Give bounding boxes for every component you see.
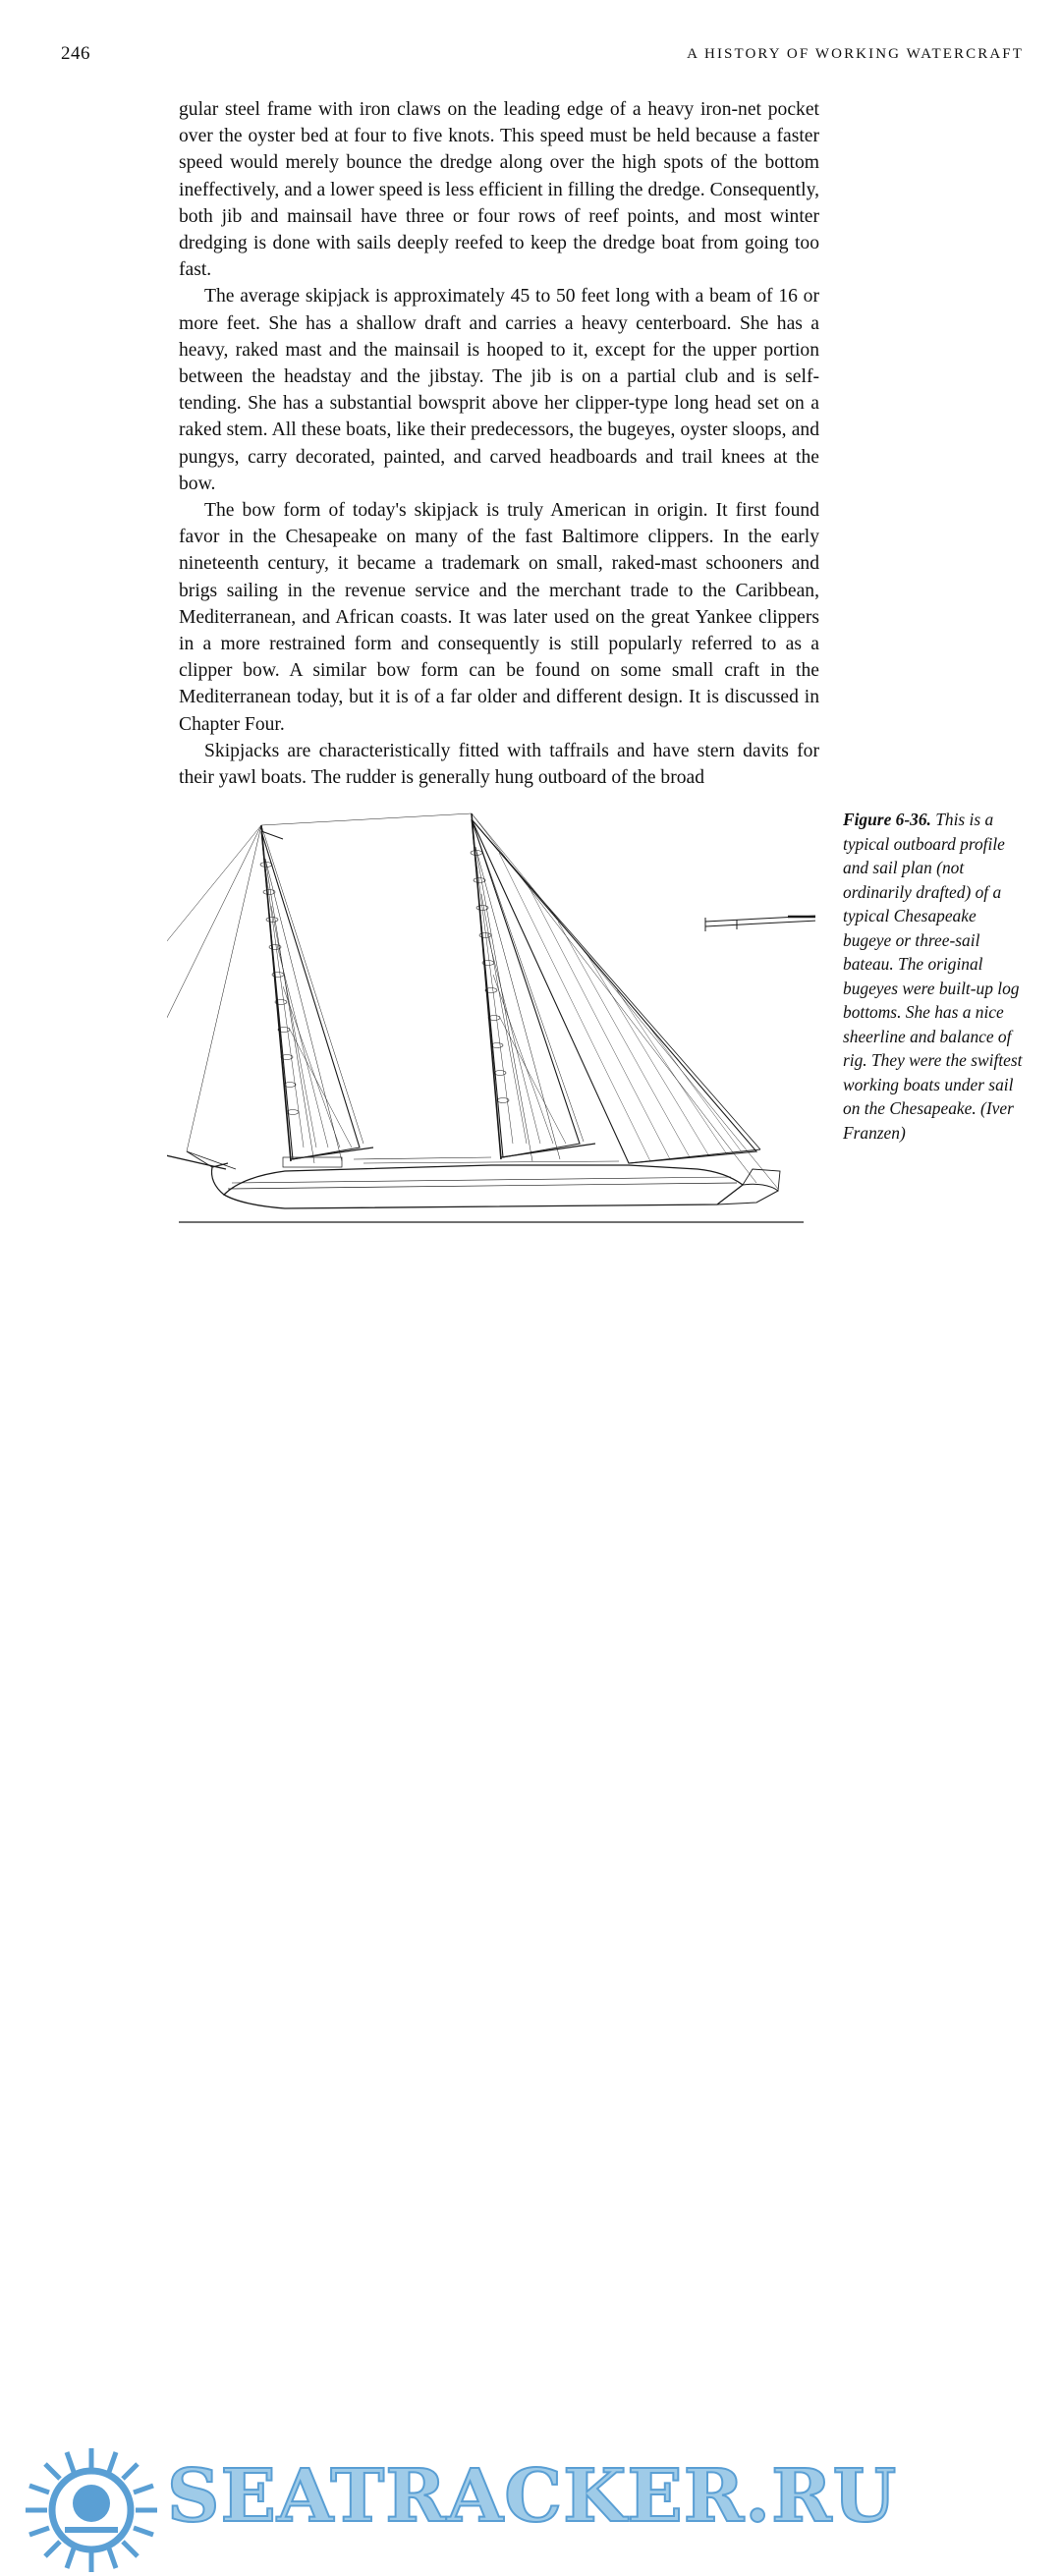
watermark-text: SEATRACKER.RU — [167, 2454, 898, 2539]
body-text-column — [179, 96, 819, 791]
bugeye-sail-plan-drawing — [167, 798, 815, 1240]
watermark — [0, 1218, 1061, 2539]
paragraph-4: Skipjacks are characteristically fitted with taffrails and have stern davits for their yawl boats. The rudder is generally hung outboard of the broad — [179, 740, 819, 789]
figure-caption-text: This is a typical outboard profile and sail plan (not ordinarily drafted) of a typical Chesapeake bugeye or three-sail bateau. The original bugeyes were built-up log bottoms. She has a nice sheerline and balance of rig. They were the swiftest working boats under sail on the Chesapeake. (Iver Franzen) — [843, 810, 1023, 1143]
page-number: 246 — [61, 43, 90, 64]
sun-logo-icon — [18, 2444, 165, 2576]
figure-illustration — [167, 798, 815, 1240]
figure-label: Figure 6-36. — [843, 810, 931, 829]
running-head: A HISTORY OF WORKING WATERCRAFT — [687, 46, 1024, 62]
paragraph-2: The average skipjack is approximately 45 to 50 feet long with a beam of 16 or more feet. She has a shallow draft and carries a heavy centerboard. She has a heavy, raked mast and the mainsail is hooped to it, except for the upper portion between the headstay and the jibstay. The jib is on a partial club and is self-tending. She has a substantial bowsprit above her clipper-type long head set on a raked stem. All these boats, like their predecessors, the bugeyes, oyster sloops, and pungys, carry decorated, painted, and carved headboards and trail knees at the bow. — [179, 286, 819, 494]
figure-caption — [843, 808, 1026, 1145]
paragraph-1: gular steel frame with iron claws on the leading edge of a heavy iron-net pocket over the oyster bed at four to five knots. This speed must be held because a faster speed would merely bounce the dredge along over the high spots of the bottom ineffectively, and a lower speed is less efficient in filling the dredge. Consequently, both jib and mainsail have three or four rows of reef points, and most winter dredging is done with sails deeply reefed to keep the dredge boat from going too fast. — [179, 99, 819, 281]
paragraph-3: The bow form of today's skipjack is truly American in origin. It first found favor in the Chesapeake on many of the fast Baltimore clippers. In the early nineteenth century, it became a trademark on small, raked-mast schooners and brigs sailing in the revenue service and the merchant trade to the Caribbean, Mediterranean, and African coasts. It was later used on the great Yankee clippers in a more restrained form and consequently is still popularly referred to as a clipper bow. A similar bow form can be found on some small craft in the Mediterranean today, but it is of a far older and different design. It is discussed in Chapter Four. — [179, 500, 819, 735]
